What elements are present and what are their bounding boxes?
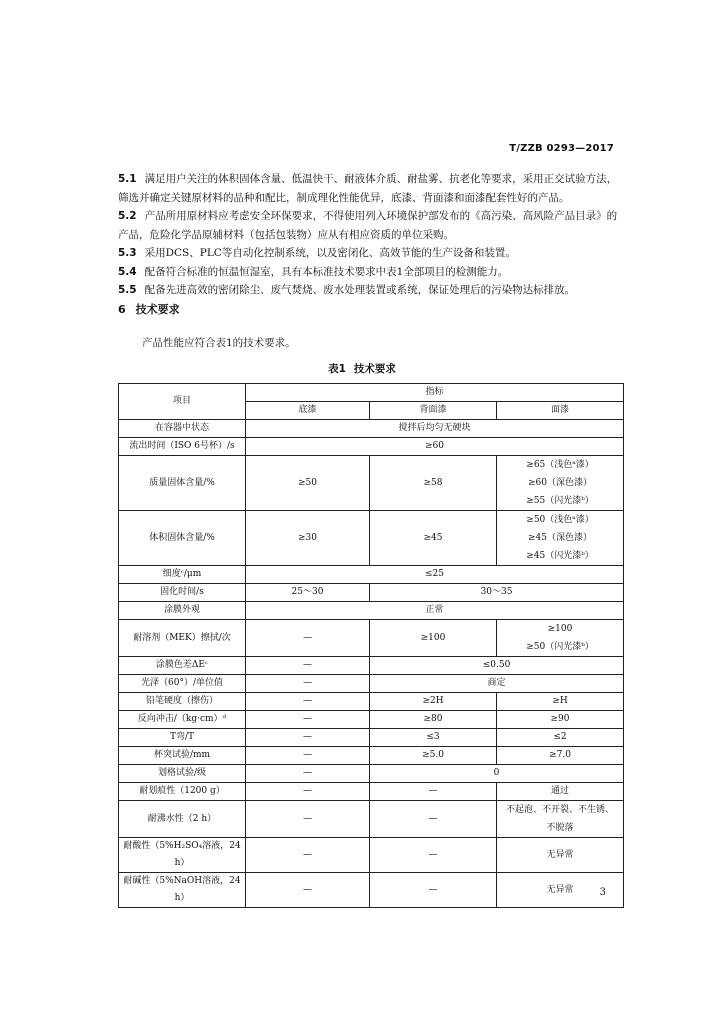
value-cell: 搅拌后均匀无硬块 [246, 420, 624, 438]
backtop-cell: 0 [370, 765, 624, 783]
item-cell: 反向冲击/（kg·cm）ᵈ [119, 711, 246, 729]
table-number: 表1 [328, 363, 346, 375]
clause-number: 5.1 [118, 173, 137, 185]
value-cell: 正常 [246, 602, 624, 620]
back-cell: ≥2H [370, 693, 497, 711]
item-cell: 固化时间/s [119, 584, 246, 602]
top-line: ≥45（深色漆） [528, 533, 593, 543]
item-cell: 细度ᶜ/μm [119, 566, 246, 584]
primer-cell: ≥30 [246, 511, 370, 566]
back-cell: ≥45 [370, 511, 497, 566]
clause-5-3 [118, 244, 618, 263]
clause-text: 采用DCS、PLC等自动化控制系统，以及密闭化、高效节能的生产设备和装置。 [144, 247, 516, 259]
top-cell: ≥7.0 [497, 747, 624, 765]
top-line: 不起泡、不开裂、不生锈、 [506, 805, 615, 815]
table-row [119, 657, 624, 675]
section-title: 技术要求 [135, 303, 180, 316]
back-cell: ≥5.0 [370, 747, 497, 765]
item-cell: 涂膜外观 [119, 602, 246, 620]
spec-table [118, 383, 624, 908]
item-cell: 耐碱性（5%NaOH溶液，24 h） [119, 873, 246, 908]
table-row [119, 747, 624, 765]
table-row [119, 838, 624, 873]
header-primer: 底漆 [246, 402, 370, 420]
back-cell: — [370, 801, 497, 838]
clause-5-4 [118, 263, 618, 282]
clause-5-1 [118, 170, 618, 207]
back-cell: ≥58 [370, 456, 497, 511]
primer-cell: — [246, 801, 370, 838]
table-row [119, 873, 624, 908]
table-row [119, 801, 624, 838]
top-line: ≥45（闪光漆ᵇ） [526, 551, 594, 561]
table-row [119, 566, 624, 584]
clause-number: 5.5 [118, 284, 137, 296]
item-cell: 耐溶剂（MEK）擦拭/次 [119, 620, 246, 657]
table-row [119, 456, 624, 511]
top-cell [497, 620, 624, 657]
table-row [119, 602, 624, 620]
primer-cell: — [246, 711, 370, 729]
back-cell: ≥80 [370, 711, 497, 729]
top-cell [497, 456, 624, 511]
item-cell: 耐沸水性（2 h） [119, 801, 246, 838]
table-row [119, 765, 624, 783]
clause-text: 满足用户关注的体积固体含量、低温快干、耐液体介质、耐盐雾、抗老化等要求，采用正交试验方法，筛选并确定关键原材料的品种和配比，制成理化性能优异，底漆、背面漆和面漆配套性好的产品。 [118, 173, 618, 204]
item-cell: 涂膜色差ΔEᶜ [119, 657, 246, 675]
primer-cell: — [246, 783, 370, 801]
primer-cell: — [246, 729, 370, 747]
clause-number: 5.2 [118, 210, 137, 222]
top-cell: ≥90 [497, 711, 624, 729]
primer-cell: 25～30 [246, 584, 370, 602]
table-row [119, 620, 624, 657]
top-line: ≥60（深色漆） [528, 478, 593, 488]
table-row [119, 584, 624, 602]
header-back: 背面漆 [370, 402, 497, 420]
top-cell: ≤2 [497, 729, 624, 747]
top-cell: 无异常 [497, 873, 624, 908]
clause-text: 配备符合标准的恒温恒湿室，具有本标准技术要求中表1全部项目的检测能力。 [144, 265, 509, 278]
clause-5-5 [118, 281, 618, 300]
primer-cell: — [246, 620, 370, 657]
backtop-cell: 30～35 [370, 584, 624, 602]
backtop-cell: 商定 [370, 675, 624, 693]
clause-text: 产品所用原材料应考虑安全环保要求，不得使用列入环境保护部发布的《高污染、高风险产品目录》的产品，危险化学品原辅材料（包括包装物）应从有相应资质的单位采购。 [118, 210, 618, 241]
top-line: ≥65（浅色ᵃ漆） [526, 460, 594, 470]
primer-cell: — [246, 747, 370, 765]
table-row [119, 729, 624, 747]
top-line: ≥50（闪光漆ᵇ） [526, 642, 594, 652]
top-line: ≥55（闪光漆ᵇ） [526, 496, 594, 506]
clause-5-2 [118, 207, 618, 244]
table-row [119, 511, 624, 566]
back-cell: ≤3 [370, 729, 497, 747]
intro-paragraph: 产品性能应符合表1的技术要求。 [142, 337, 296, 349]
back-cell: — [370, 838, 497, 873]
item-cell: 杯突试验/mm [119, 747, 246, 765]
item-cell: 光泽（60°）/单位值 [119, 675, 246, 693]
top-line: ≥100 [547, 624, 573, 634]
item-cell: 铅笔硬度（擦伤） [119, 693, 246, 711]
top-line: 不脱落 [546, 823, 574, 833]
backtop-cell: ≤0.50 [370, 657, 624, 675]
table-title: 技术要求 [353, 363, 396, 375]
top-cell: ≥H [497, 693, 624, 711]
table-caption [0, 361, 724, 376]
top-cell [497, 801, 624, 838]
header-top: 面漆 [497, 402, 624, 420]
primer-cell: — [246, 657, 370, 675]
clause-text: 配备先进高效的密闭除尘、废气焚烧、废水处理装置或系统，保证处理后的污染物达标排放。 [144, 284, 576, 296]
top-line: ≥50（浅色ᵃ漆） [526, 515, 594, 525]
clause-number: 5.4 [118, 265, 137, 278]
value-cell: ≥60 [246, 438, 624, 456]
top-cell: 无异常 [497, 838, 624, 873]
primer-cell: — [246, 765, 370, 783]
document-code: T/ZZB 0293—2017 [509, 143, 614, 154]
table-row [119, 675, 624, 693]
item-cell: 质量固体含量/% [119, 456, 246, 511]
table-row [119, 783, 624, 801]
table-row [119, 693, 624, 711]
primer-cell: — [246, 693, 370, 711]
table-row [119, 438, 624, 456]
section-number: 6 [118, 303, 126, 316]
primer-cell: — [246, 838, 370, 873]
section-heading [118, 301, 180, 317]
top-cell [497, 511, 624, 566]
top-cell: 通过 [497, 783, 624, 801]
clause-list [118, 170, 618, 300]
back-cell: — [370, 783, 497, 801]
value-cell: ≤25 [246, 566, 624, 584]
item-cell: 耐划痕性（1200 g） [119, 783, 246, 801]
item-cell: 耐酸性（5%H₂SO₄溶液，24 h） [119, 838, 246, 873]
header-index: 指标 [246, 384, 624, 402]
table-row [119, 711, 624, 729]
primer-cell: — [246, 675, 370, 693]
back-cell: — [370, 873, 497, 908]
item-cell: 在容器中状态 [119, 420, 246, 438]
item-cell: 划格试验/级 [119, 765, 246, 783]
back-cell: ≥100 [370, 620, 497, 657]
primer-cell: ≥50 [246, 456, 370, 511]
item-cell: T弯/T [119, 729, 246, 747]
header-item: 项目 [119, 384, 246, 420]
page-number: 3 [599, 887, 606, 898]
item-cell: 体积固体含量/% [119, 511, 246, 566]
item-cell: 流出时间（ISO 6号杯）/s [119, 438, 246, 456]
clause-number: 5.3 [118, 247, 137, 259]
primer-cell: — [246, 873, 370, 908]
table-row [119, 420, 624, 438]
